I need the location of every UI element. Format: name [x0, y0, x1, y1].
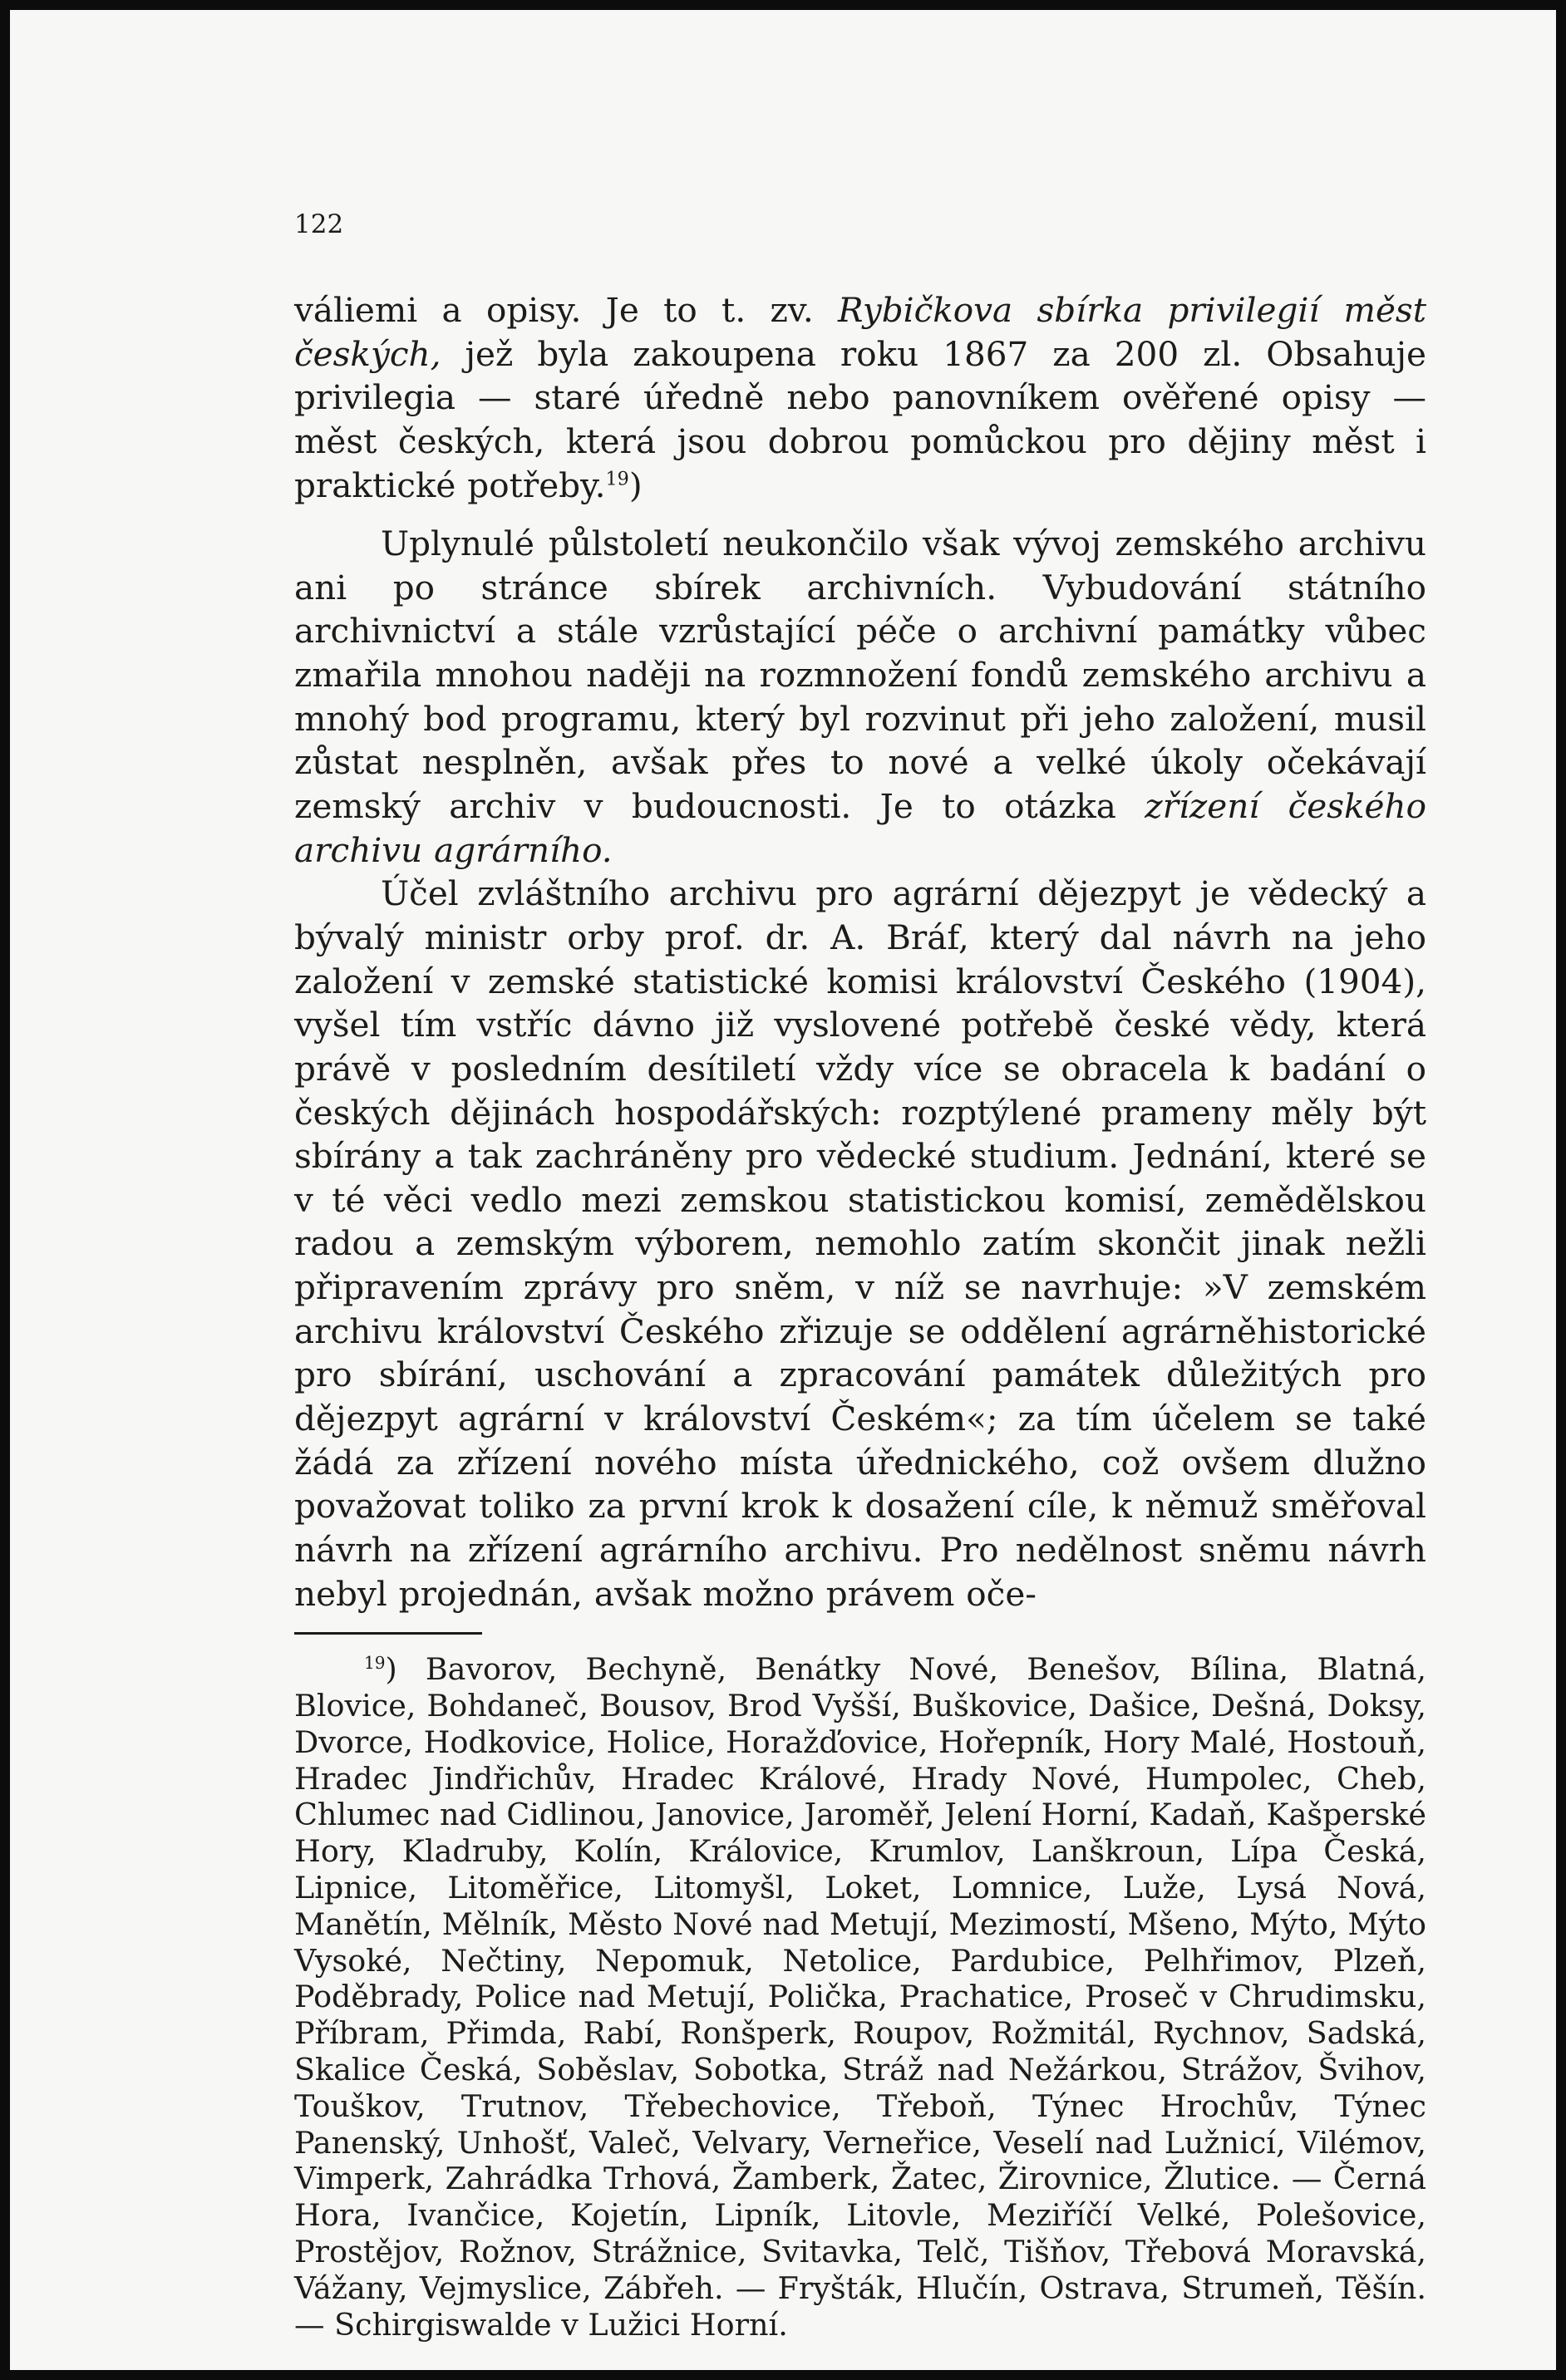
footnote-19 [294, 1651, 1426, 2343]
agrarian-archive-title: zřízení českého archivu agrárního. [294, 786, 1426, 870]
footnote-block [294, 1651, 1426, 2343]
book-page [10, 10, 1556, 2370]
paragraph-2 [294, 522, 1426, 872]
paragraph-1 [294, 288, 1426, 507]
page-number: 122 [294, 209, 344, 239]
footnote-marker: 19 [364, 1653, 386, 1674]
footnote-reference: 19 [605, 468, 629, 490]
footnote-text: ) Bavorov, Bechyně, Benátky Nové, Benešov, Bílina, Blatná, Blovice, Bohdaneč, Bousov, Brod Vyšší, Buškovice, Dašice, Dešná, Doksy, Dvorce, Hodkovice, Holice, Horažďovice, Hořepník, Hory Malé, Hostouň, Hradec Jindřichův, Hradec Králové, Hrady Nové, Humpolec, Cheb, Chlumec nad Cidlinou, Janovice, Jaroměř, Jelení Horní, Kadaň, Kašperské Hory, Kladruby, Kolín, Královice, Krumlov, Lanškroun, Lípa Česká, Lipnice, Litoměřice, Litomyšl, Loket, Lomnice, Luže, Lysá Nová, Manětín, Mělník, Město Nové nad Metují, Mezimostí, Mšeno, Mýto, Mýto Vysoké, Nečtiny, Nepomuk, Netolice, Pardubice, Pelhřimov, Plzeň, Poděbrady, Police nad Metují, Polička, Prachatice, Proseč v Chrudimsku, Příbram, Přimda, Rabí, Ronšperk, Roupov, Rožmitál, Rychnov, Sadská, Skalice Česká, Soběslav, Sobotka, Stráž nad Nežárkou, Strážov, Švihov, Touškov, Trutnov, Třebechovice, Třeboň, Týnec Hrochův, Týnec Panenský, Unhošť, Valeč, Velvary, Verneřice, Veselí nad Lužnicí, Vilémov, Vimperk, Zahrádka Trhová, Žamberk, Žatec, Žirovnice, Žlutice. — Černá Hora, Ivančice, Kojetín, Lipník, Litovle, Meziříčí Velké, Polešovice, Prostějov, Rožnov, Strážnice, Svitavka, Telč, Tišňov, Třebová Moravská, Vážany, Vejmyslice, Zábřeh. — Fryšták, Hlučín, Ostrava, Strumeň, Těšín. — Schirgiswalde v Lužici Horní. [294, 1651, 1426, 2343]
footnote-divider [294, 1632, 482, 1635]
paragraph-2-text: Uplynulé půlstoletí neukončilo však vývoj zemského archivu ani po stránce sbírek archivních. Vybudování státního archivnictví a stále vzrůstající péče o archivní památky vůbec zmařila mnohou naději na rozmnožení fondů zemského archivu a mnohý bod programu, který byl rozvinut při jeho založení, musil zůstat nesplněn, avšak přes to nové a velké úkoly očekávají zemský archiv v budoucnosti. Je to otázka [294, 524, 1426, 827]
paragraph-3: Účel zvláštního archivu pro agrární dějezpyt je vědecký a bývalý ministr orby prof. dr. A. Bráf, který dal návrh na jeho založení v zemské statistické komisi království Českého (1904), vyšel tím vstříc dávno již vyslovené potřebě české vědy, která právě v posledním desítiletí vždy více se obracela k badání o českých dějinách hospodářských: rozptýlené prameny měly být sbírány a tak zachráněny pro vědecké studium. Jednání, které se v té věci vedlo mezi zemskou statistickou komisí, zemědělskou radou a zemským výborem, nemohlo zatím skončit jinak nežli připravením zprávy pro sněm, v níž se navrhuje: »V zemském archivu království Českého zřizuje se oddělení agrárněhistorické pro sbírání, uschování a zpracování památek důležitých pro dějezpyt agrární v království Českém«; za tím účelem se také žádá za zřízení nového místa úřednického, což ovšem dlužno považovat toliko za první krok k dosažení cíle, k němuž směřoval návrh na zřízení agrárního archivu. Pro nedělnost sněmu návrh nebyl projednán, avšak možno právem oče- [294, 873, 1426, 1614]
paragraph-1-text-b: jež byla zakoupena roku 1867 za 200 zl. Obsahuje privilegia — staré úředně nebo panovníkem ověřené opisy — měst českých, která jsou dobrou pomůckou pro dějiny měst i praktické potřeby. [294, 333, 1426, 505]
page-body [294, 288, 1426, 2343]
main-text [294, 288, 1426, 1615]
paragraph-1-text-a: váliemi a opisy. Je to t. zv. [294, 290, 839, 330]
footnote-reference-paren: ) [628, 465, 643, 505]
collection-title: Rybičkova sbírka privilegií měst českých, [294, 290, 1426, 374]
